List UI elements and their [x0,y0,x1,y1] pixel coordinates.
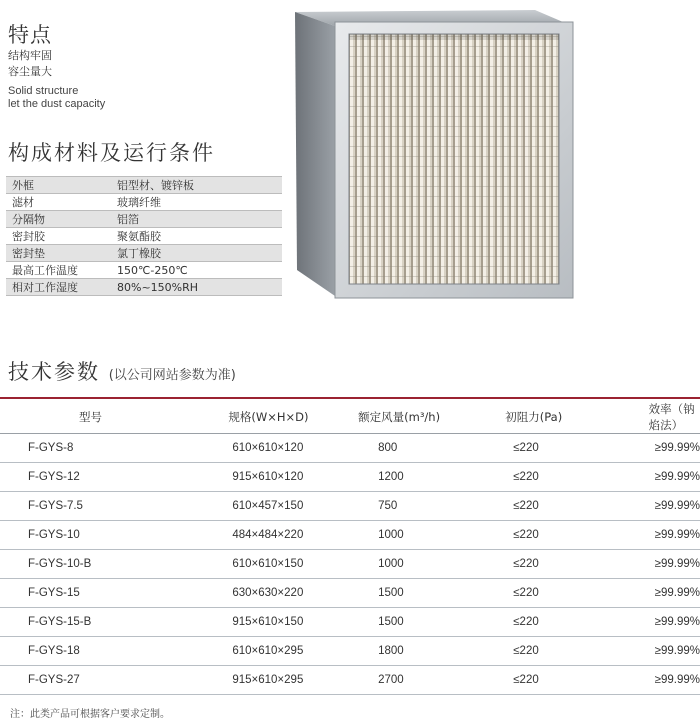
resistance-cell: ≤220 [481,492,608,521]
materials-table [6,176,282,296]
airflow-cell: 1000 [348,550,481,579]
model-cell: F-GYS-12 [0,463,228,492]
table-row [0,434,700,463]
table-row [0,637,700,666]
airflow-cell: 750 [348,492,481,521]
hepa-filter-image [287,8,577,303]
section-divider [0,397,700,399]
size-cell: 610×610×150 [228,550,348,579]
efficiency-cell: ≥99.99% [609,608,700,637]
tech-title-note: (以公司网站参数为准) [108,368,236,383]
column-header: 效率（钠焰法） [609,401,700,434]
model-cell: F-GYS-10 [0,521,228,550]
table-row [6,245,282,262]
material-key: 滤材 [6,194,111,211]
model-cell: F-GYS-15 [0,579,228,608]
model-cell: F-GYS-10-B [0,550,228,579]
size-cell: 610×457×150 [228,492,348,521]
model-cell: F-GYS-8 [0,434,228,463]
size-cell: 610×610×120 [228,434,348,463]
model-cell: F-GYS-18 [0,637,228,666]
features-title: 特点 [8,23,52,47]
material-value: 150℃-250℃ [111,262,282,279]
size-cell: 484×484×220 [228,521,348,550]
table-header-row [0,401,700,434]
table-row [0,550,700,579]
efficiency-cell: ≥99.99% [609,521,700,550]
resistance-cell: ≤220 [481,579,608,608]
airflow-cell: 1800 [348,637,481,666]
efficiency-cell: ≥99.99% [609,492,700,521]
resistance-cell: ≤220 [481,550,608,579]
table-row [6,279,282,296]
table-row [6,194,282,211]
resistance-cell: ≤220 [481,463,608,492]
material-key: 密封垫 [6,245,111,262]
material-value: 铝型材、镀锌板 [111,177,282,194]
table-row [0,463,700,492]
size-cell: 915×610×120 [228,463,348,492]
airflow-cell: 1500 [348,579,481,608]
model-cell: F-GYS-27 [0,666,228,695]
resistance-cell: ≤220 [481,521,608,550]
airflow-cell: 2700 [348,666,481,695]
table-row [6,262,282,279]
material-key: 密封胶 [6,228,111,245]
material-value: 铝箔 [111,211,282,228]
efficiency-cell: ≥99.99% [609,463,700,492]
column-header: 额定风量(m³/h) [348,401,481,434]
spec-table [0,401,700,695]
resistance-cell: ≤220 [481,637,608,666]
tech-title-text: 技术参数 [8,360,100,384]
airflow-cell: 1200 [348,463,481,492]
material-value: 玻璃纤维 [111,194,282,211]
efficiency-cell: ≥99.99% [609,550,700,579]
feature-line-en: Solid structure [8,85,79,97]
tech-title [8,356,236,386]
features-section [8,22,105,111]
column-header: 规格(W×H×D) [228,401,348,434]
resistance-cell: ≤220 [481,434,608,463]
model-cell: F-GYS-7.5 [0,492,228,521]
airflow-cell: 800 [348,434,481,463]
size-cell: 915×610×295 [228,666,348,695]
column-header: 初阻力(Pa) [481,401,608,434]
table-row [0,521,700,550]
efficiency-cell: ≥99.99% [609,666,700,695]
table-row [0,492,700,521]
material-value: 聚氨酯胶 [111,228,282,245]
footnote: 注：此类产品可根据客户要求定制。 [10,709,170,720]
efficiency-cell: ≥99.99% [609,579,700,608]
material-key: 外框 [6,177,111,194]
table-row [0,666,700,695]
table-row [6,228,282,245]
efficiency-cell: ≥99.99% [609,637,700,666]
airflow-cell: 1500 [348,608,481,637]
feature-line: 结构牢固 [8,49,52,62]
resistance-cell: ≤220 [481,608,608,637]
model-cell: F-GYS-15-B [0,608,228,637]
column-header: 型号 [0,401,228,434]
table-row [6,211,282,228]
feature-line: 容尘量大 [8,65,52,78]
size-cell: 630×630×220 [228,579,348,608]
material-value: 氯丁橡胶 [111,245,282,262]
material-key: 分隔物 [6,211,111,228]
materials-title: 构成材料及运行条件 [8,141,215,165]
material-key: 相对工作湿度 [6,279,111,296]
airflow-cell: 1000 [348,521,481,550]
size-cell: 610×610×295 [228,637,348,666]
size-cell: 915×610×150 [228,608,348,637]
efficiency-cell: ≥99.99% [609,434,700,463]
table-row [0,579,700,608]
feature-line-en: let the dust capacity [8,98,106,110]
material-key: 最高工作温度 [6,262,111,279]
material-value: 80%~150%RH [111,279,282,296]
resistance-cell: ≤220 [481,666,608,695]
table-row [6,177,282,194]
table-row [0,608,700,637]
